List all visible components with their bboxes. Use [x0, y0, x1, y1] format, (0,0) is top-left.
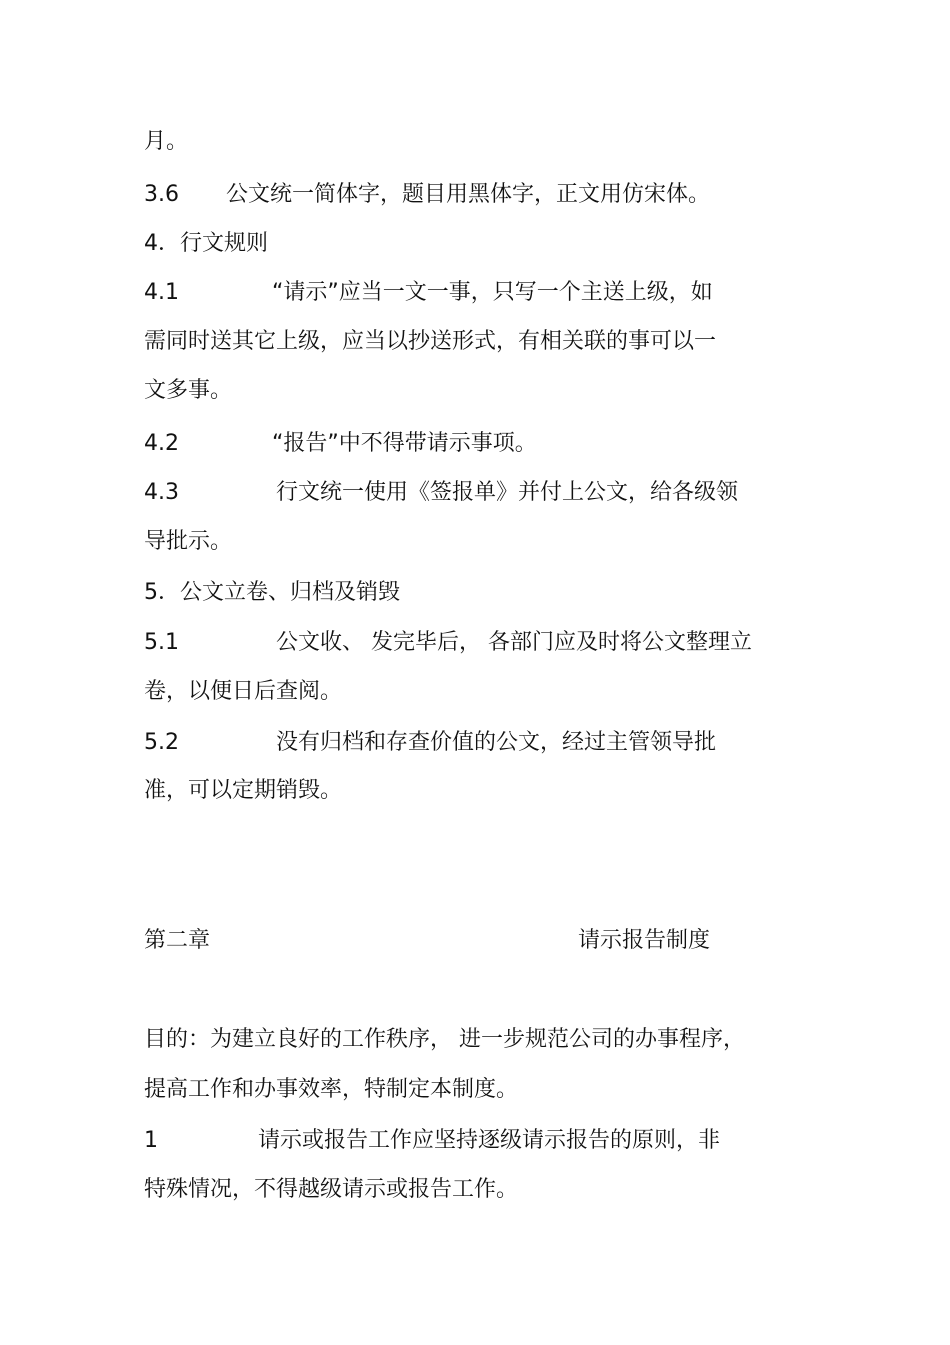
chapter-heading	[144, 926, 764, 956]
clause-5-2	[144, 728, 717, 758]
paragraph-line: 导批示。	[144, 529, 233, 554]
clause-number: 4.3	[144, 480, 179, 505]
rule-1	[144, 1126, 721, 1156]
clause-text: 公文统一简体字，题目用黑体字，正文用仿宋体。	[226, 182, 711, 207]
chapter-title: 请示报告制度	[578, 928, 711, 953]
paragraph-line: 需同时送其它上级，应当以抄送形式，有相关联的事可以一	[144, 329, 717, 354]
purpose-line: 提高工作和办事效率，特制定本制度。	[144, 1077, 519, 1102]
clause-number: 5.1	[144, 630, 179, 655]
clause-text: 没有归档和存查价值的公文，经过主管领导批	[276, 730, 717, 755]
clause-number: 5.2	[144, 730, 179, 755]
paragraph-line: 月。	[144, 129, 189, 154]
paragraph-line: 文多事。	[144, 378, 233, 403]
clause-3-6	[144, 180, 711, 210]
section-heading-5: 5．公文立卷、归档及销毁	[144, 580, 400, 605]
clause-4-3	[144, 478, 739, 508]
section-heading-4: 4．行文规则	[144, 231, 268, 256]
clause-5-1	[144, 628, 752, 658]
paragraph-line: 准，可以定期销毁。	[144, 778, 343, 803]
purpose-line: 目的：为建立良好的工作秩序， 进一步规范公司的办事程序，	[144, 1027, 745, 1052]
clause-text: 公文收、 发完毕后， 各部门应及时将公文整理立	[276, 630, 752, 655]
clause-text: “请示”应当一文一事，只写一个主送上级，如	[272, 280, 713, 305]
clause-text: “报告”中不得带请示事项。	[272, 431, 537, 456]
clause-number: 1	[144, 1128, 158, 1153]
chapter-label: 第二章	[144, 928, 211, 953]
clause-number: 4.1	[144, 280, 179, 305]
clause-4-1	[144, 278, 713, 308]
clause-text: 请示或报告工作应坚持逐级请示报告的原则，非	[258, 1128, 721, 1153]
paragraph-line: 特殊情况，不得越级请示或报告工作。	[144, 1177, 519, 1202]
paragraph-line: 卷，以便日后查阅。	[144, 679, 343, 704]
clause-text: 行文统一使用《签报单》并付上公文，给各级领	[276, 480, 739, 505]
clause-number: 3.6	[144, 182, 179, 207]
clause-number: 4.2	[144, 431, 179, 456]
clause-4-2	[144, 429, 537, 459]
